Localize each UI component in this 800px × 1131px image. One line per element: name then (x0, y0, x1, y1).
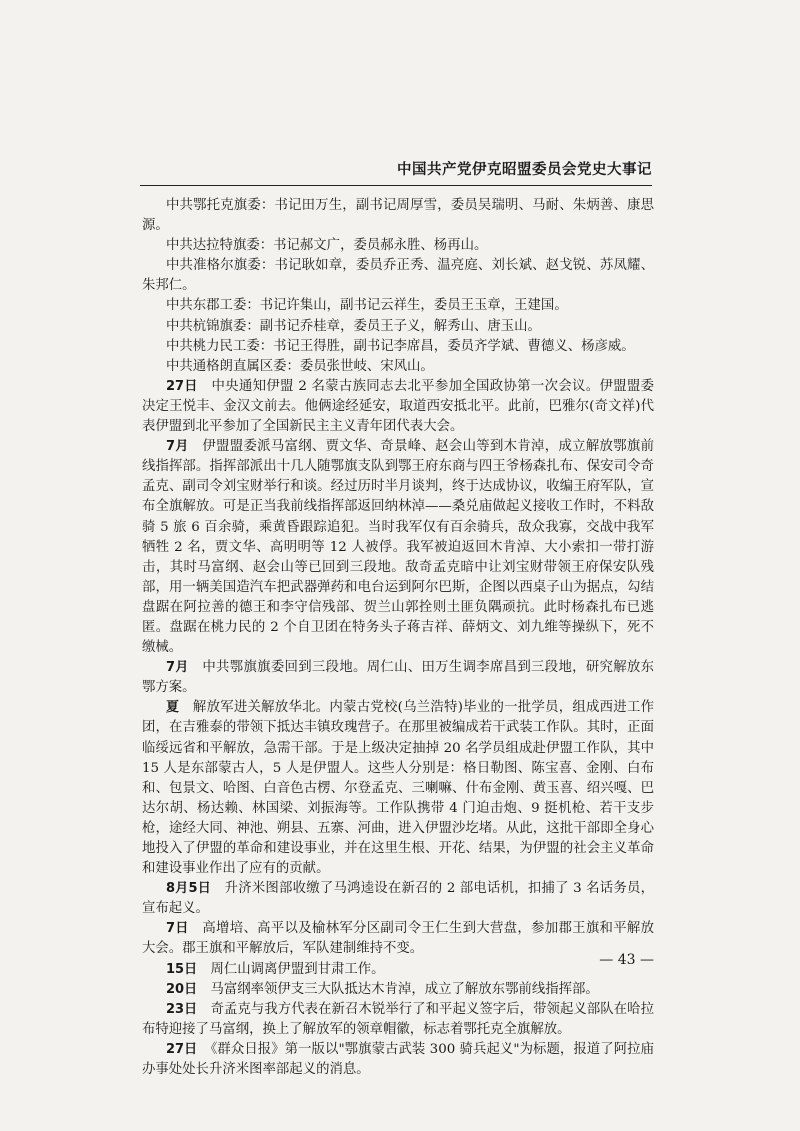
page-number: — 43 — (599, 952, 654, 968)
event-entry (142, 698, 654, 879)
header-rule (140, 185, 652, 186)
event-text: 解放军进关解放华北。内蒙古党校(乌兰浩特)毕业的一批学员，组成西进工作团，在吉雅泰的带领下抵达丰镇玫瑰营子。在那里被编成若干武装工作队。其时，正面临绥远省和平解放，急需干部。于是上级决定抽掉 20 名学员组成赴伊盟工作队，其中 15 人是东部蒙古人，5 人是伊盟人。这些人分别是：格日勒图、陈宝喜、金刚、白布和、包景文、哈图、白音色古楞、尔登孟克、三喇嘛、什布金刚、黄玉喜、绍兴嘎、巴达尔胡、杨达赖、林国梁、刘振海等。工作队携带 4 门迫击炮、9 挺机枪、若干支步枪，途经大同、神池、朔县、五寨、河曲，进入伊盟沙圪堵。从此，这批干部即全身心地投入了伊盟的革命和建设事业，并在这里生根、开花、结果，为伊盟的社会主义革命和建设事业作出了应有的贡献。 (142, 700, 654, 877)
event-entry (142, 437, 654, 658)
event-text: 中央通知伊盟 2 名蒙古族同志去北平参加全国政协第一次会议。伊盟盟委决定王悦丰、金汉文前去。他俩途经延安，取道西安抵北平。此前，巴雅尔(奇文祥)代表伊盟到北平参加了全国新民主主义青年团代表大会。 (142, 378, 655, 435)
committee-line: 中共桃力民工委：书记王得胜，副书记李席昌，委员齐学斌、曹德义、杨彦威。 (166, 338, 635, 354)
running-header: 中国共产党伊克昭盟委员会党史大事记 (397, 162, 652, 178)
event-date: 27日 (166, 1041, 198, 1057)
event-date: 27日 (166, 378, 198, 394)
event-entry (142, 1000, 654, 1040)
event-date: 20日 (166, 981, 198, 997)
event-entry (142, 1040, 654, 1080)
committee-line: 中共准格尔旗委：书记耿如章，委员乔正秀、温亮庭、刘长斌、赵戈锐、苏凤耀、朱邦仁。 (142, 258, 654, 294)
event-text: 伊盟盟委派马富纲、贾文华、奇景峰、赵会山等到木肯淖，成立解放鄂旗前线指挥部。指挥部派出十几人随鄂旗支队到鄂王府东商与四王爷杨森扎布、保安司令奇孟克、副司令刘宝财举行和谈。经过历时半月谈判，终于达成协议，收编王府军队，宣布全旗解放。可是正当我前线指挥部返回纳林淖——桑兑庙做起义接收工作时，不料敌骑 5 旅 6 百余骑，乘黄昏跟踪追犯。当时我军仅有百余骑兵，敌众我寡，交战中我军牺牲 2 名，贾文华、高明明等 12 人被俘。我军被迫返回木肯淖、大小索扣一带打游击，其时马富纲、赵会山等已回到三段地。敌奇孟克暗中让刘宝财带领王府保安队残部，用一辆美国造汽车把武器弹药和电台运到阿尔巴斯，企图以西桌子山为据点，勾结盘踞在阿拉善的德王和李守信残部、贺兰山郭拴则土匪负隅顽抗。此时杨森扎布已逃匿。盘踞在桃力民的 2 个自卫团在特务头子蒋吉祥、薛炳文、刘九维等操纵下，死不缴械。 (142, 439, 655, 656)
event-date: 7日 (166, 921, 189, 937)
committee-line: 中共达拉特旗委：书记郝文广，委员郝永胜、杨再山。 (166, 238, 488, 254)
event-date: 15日 (166, 961, 198, 977)
event-date: 23日 (166, 1001, 198, 1017)
event-text: 高增培、高平以及榆林军分区副司令王仁生到大营盘，参加郡王旗和平解放大会。郡王旗和平解放后，军队建制维持不变。 (142, 921, 655, 957)
event-entry (142, 879, 654, 919)
event-date: 夏 (166, 700, 180, 716)
event-date: 7月 (166, 660, 189, 676)
committee-line: 中共杭锦旗委：副书记乔桂章，委员王子义，解秀山、唐玉山。 (166, 318, 541, 334)
event-date: 7月 (166, 439, 189, 455)
event-date: 8月5日 (166, 881, 211, 897)
body-text (142, 196, 654, 1080)
committee-line: 中共东郡工委：书记许集山，副书记云祥生，委员王玉章，王建国。 (166, 298, 568, 314)
committee-line: 中共鄂托克旗委：书记田万生，副书记周厚雪，委员吴瑞明、马耐、朱炳善、康思源。 (142, 198, 654, 234)
event-entry (142, 377, 654, 437)
committee-line: 中共通格朗直属区委：委员张世岐、宋风山。 (166, 358, 434, 374)
event-entry (142, 658, 654, 698)
event-text: 《群众日报》第一版以"鄂旗蒙古武装 300 骑兵起义"为标题，报道了阿拉庙办事处处长升济米图率部起义的消息。 (142, 1041, 654, 1078)
event-text: 周仁山调离伊盟到甘肃工作。 (210, 961, 385, 977)
event-text: 马富纲率领伊支三大队抵达木肯淖，成立了解放东鄂前线指挥部。 (210, 981, 599, 997)
event-text: 中共鄂旗旗委回到三段地。周仁山、田万生调李席昌到三段地，研究解放东鄂方案。 (142, 660, 655, 696)
event-entry (142, 980, 654, 1000)
event-text: 升济米图部收缴了马鸿逵设在新召的 2 部电话机，扣捕了 3 名话务员，宣布起义。 (142, 881, 654, 917)
event-text: 奇孟克与我方代表在新召木锐举行了和平起义签字后，带领起义部队在哈拉布特迎接了马富纲，换上了解放军的领章帽徽，标志着鄂托克全旗解放。 (142, 1001, 654, 1037)
